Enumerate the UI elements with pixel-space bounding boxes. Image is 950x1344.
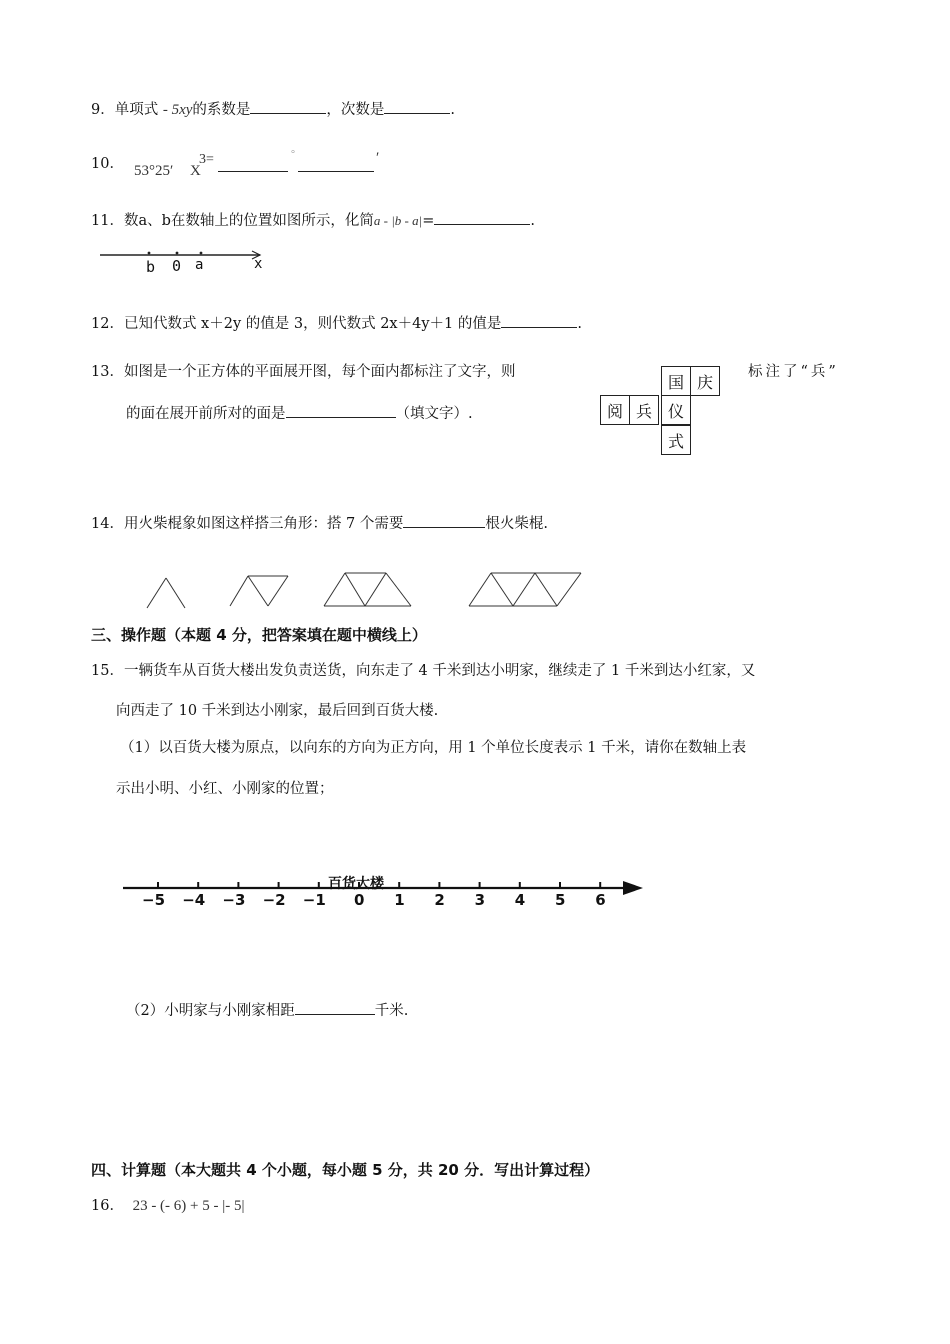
- answer-blank-distance[interactable]: [295, 1000, 375, 1015]
- axis-tick-label: 5: [555, 891, 566, 909]
- question-number: 16．: [91, 1198, 124, 1214]
- axis-label-department-store: 百货大楼: [328, 876, 384, 892]
- question-text: （填文字）.: [395, 406, 473, 422]
- net-cell-yue: 阅: [600, 395, 630, 425]
- net-cell-yi: 仪: [661, 395, 691, 425]
- axis-tick-label: 0: [354, 891, 365, 909]
- multiplier: 3=: [199, 152, 214, 167]
- number-line-ab: [96, 245, 276, 277]
- answer-blank-minutes[interactable]: [298, 171, 374, 172]
- axis-label-a: a: [195, 257, 204, 273]
- matchstick-figure-1: [147, 578, 185, 608]
- question-9: [91, 99, 455, 120]
- axis-tick-label: −5: [142, 891, 166, 909]
- question-text: 如图是一个正方体的平面展开图，每个面内都标注了文字，则: [123, 364, 516, 380]
- net-cell-bing: 兵: [629, 395, 659, 425]
- question-13-right-text: 标注了“兵”: [748, 364, 839, 380]
- question-number: 13．: [91, 364, 124, 380]
- answer-blank-coefficient[interactable]: [250, 99, 326, 114]
- question-15-sub2: [126, 1000, 408, 1021]
- axis-tick-label: 4: [514, 891, 526, 909]
- minute-sign: ′: [376, 150, 380, 166]
- question-14: [91, 513, 548, 534]
- question-text: 一辆货车从百货大楼出发负责送货，向东走了 4 千米到达小明家，继续走了 1 千米到达小红家，又: [123, 663, 756, 679]
- section-4-heading: 四、计算题（本大题共 4 个小题，每小题 5 分，共 20 分．写出计算过程）: [91, 1161, 600, 1179]
- axis-tick-label: 6: [595, 891, 606, 909]
- question-text: 的系数是: [192, 102, 251, 118]
- question-text: 千米.: [374, 1003, 409, 1019]
- question-13-line1: [91, 362, 515, 382]
- question-10: [91, 154, 124, 174]
- period: .: [577, 316, 582, 332]
- axis-tick-label: −3: [222, 891, 246, 909]
- question-number: 10．: [91, 156, 124, 172]
- question-number: 9．: [91, 102, 115, 118]
- question-text: 根火柴棍.: [485, 516, 549, 532]
- question-text: （2）小明家与小刚家相距: [126, 1003, 295, 1019]
- section-3-heading: 三、操作题（本题 4 分，把答案填在题中横线上）: [91, 626, 427, 644]
- question-text: 用火柴棍象如图这样搭三角形：搭 7 个需要: [123, 516, 404, 532]
- answer-blank-degree[interactable]: [384, 99, 450, 114]
- equals-sign: =: [422, 213, 435, 229]
- axis-tick-label: 1: [394, 891, 405, 909]
- answer-blank-face[interactable]: [286, 403, 396, 418]
- question-15-line1: [91, 661, 755, 681]
- answer-blank-degrees[interactable]: [218, 171, 288, 172]
- answer-blank-value[interactable]: [501, 313, 577, 328]
- axis-tick-label: −2: [262, 891, 286, 909]
- monomial-expression: - 5xy: [162, 102, 193, 118]
- matchstick-figure-3: [324, 573, 411, 606]
- net-cell-shi: 式: [661, 425, 691, 455]
- calculation-expression: 23 - (- 6) + 5 - |- 5|: [132, 1198, 245, 1214]
- axis-tick-label: 3: [474, 891, 486, 909]
- axis-tick-label: 2: [434, 891, 445, 909]
- degree-sign: °: [291, 149, 295, 160]
- angle-expression: 53°25′: [134, 163, 174, 179]
- question-12: [91, 313, 582, 334]
- question-text: 已知代数式 x＋2y 的值是 3，则代数式 2x＋4y＋1 的值是: [123, 316, 502, 332]
- question-text: ，次数是: [326, 102, 385, 118]
- answer-blank-simplify[interactable]: [434, 210, 530, 225]
- question-text: 单项式: [114, 102, 159, 118]
- answer-blank-matchsticks[interactable]: [403, 513, 485, 528]
- question-13-line2: [126, 403, 473, 424]
- net-cell-qing: 庆: [690, 366, 720, 396]
- question-15-sub1-line2: 示出小明、小红、小刚家的位置；: [116, 781, 334, 797]
- question-number: 14．: [91, 516, 124, 532]
- matchstick-figure-2: [230, 576, 288, 606]
- question-text: 的面在展开前所对的面是: [126, 406, 286, 422]
- matchstick-triangles-figure: [140, 566, 600, 616]
- simplify-expression: a - |b - a|: [373, 213, 423, 228]
- times-sign: X: [190, 163, 201, 179]
- question-number: 11．: [91, 213, 124, 229]
- question-11: [91, 210, 535, 231]
- question-15-line2: 向西走了 10 千米到达小刚家，最后回到百货大楼.: [116, 703, 439, 719]
- question-text: 数a、b在数轴上的位置如图所示，化简: [123, 213, 374, 229]
- axis-tick-label: −1: [302, 891, 326, 909]
- axis-label-x: x: [254, 256, 263, 272]
- matchstick-figure-4: [469, 573, 581, 606]
- question-number: 12．: [91, 316, 124, 332]
- question-number: 15．: [91, 663, 124, 679]
- period: .: [530, 213, 535, 229]
- axis-label-b: b: [146, 258, 156, 276]
- question-16: [91, 1196, 245, 1216]
- net-cell-guo: 国: [661, 366, 691, 396]
- question-15-sub1-line1: （1）以百货大楼为原点，以向东的方向为正方向，用 1 个单位长度表示 1 千米，请你在数轴上表: [120, 740, 747, 756]
- axis-label-zero: 0: [172, 257, 182, 275]
- axis-tick-label: −4: [182, 891, 206, 909]
- question-text: .: [450, 102, 456, 118]
